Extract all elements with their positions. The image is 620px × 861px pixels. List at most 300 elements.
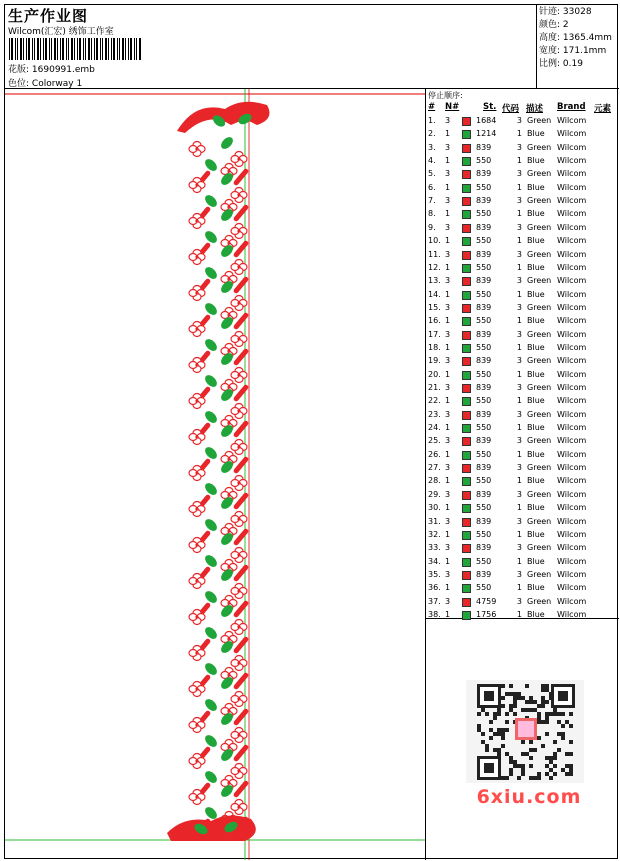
legend-idx: 19.: [428, 356, 441, 366]
qr-module: [545, 684, 549, 688]
barcode-bar: [102, 38, 103, 60]
legend-row: [426, 462, 619, 475]
legend-st: 550: [476, 316, 492, 326]
thread-swatch: [462, 544, 471, 553]
legend-st: 550: [476, 182, 492, 192]
legend-idx: 24.: [428, 423, 441, 433]
qr-module: [481, 708, 485, 712]
leaf: [203, 229, 219, 245]
thread-swatch: [462, 117, 471, 126]
qr-module: [565, 752, 569, 756]
flower-center: [195, 723, 198, 726]
legend-brand: Wilcom: [557, 476, 587, 486]
legend-code: 3: [516, 436, 522, 446]
legend-n: 3: [445, 249, 451, 259]
legend-n: 1: [445, 129, 451, 139]
legend-n: 1: [445, 476, 451, 486]
qr-module: [549, 768, 553, 772]
qr-module: [477, 724, 481, 728]
legend-brand: Wilcom: [557, 142, 587, 152]
qr-module: [565, 764, 569, 768]
qr-module: [533, 748, 537, 752]
barcode-bar: [57, 38, 58, 60]
legend-idx: 14.: [428, 289, 441, 299]
flower-center: [227, 241, 230, 244]
qr-module: [497, 748, 501, 752]
legend-desc: Green: [527, 569, 552, 579]
legend-code: 3: [516, 142, 522, 152]
barcode-bar: [94, 38, 95, 60]
legend-header: Brand: [557, 102, 586, 112]
legend-code: 3: [516, 516, 522, 526]
page-title: 生产作业图: [8, 7, 89, 25]
flower-center: [237, 481, 240, 484]
qr-module: [485, 748, 489, 752]
legend-brand: Wilcom: [557, 342, 587, 352]
flower-center: [227, 493, 230, 496]
legend-st: 550: [476, 529, 492, 539]
legend-code: 1: [516, 556, 522, 566]
legend-desc: Green: [527, 302, 552, 312]
qr-module: [529, 764, 533, 768]
legend-idx: 20.: [428, 369, 441, 379]
legend-n: 3: [445, 222, 451, 232]
flower-center: [227, 781, 230, 784]
legend-n: 1: [445, 583, 451, 593]
legend-desc: Green: [527, 596, 552, 606]
legend-code: 3: [516, 276, 522, 286]
legend-desc: Blue: [527, 369, 545, 379]
legend-code: 1: [516, 503, 522, 513]
qr-module: [537, 704, 541, 708]
leaf: [203, 265, 219, 281]
qr-module: [513, 700, 517, 704]
legend-idx: 4.: [428, 156, 436, 166]
legend-n: 1: [445, 449, 451, 459]
barcode-bar: [9, 38, 10, 60]
legend-idx: 35.: [428, 569, 441, 579]
studio-subtitle: Wilcom(汇宏) 绣饰工作室: [8, 27, 114, 37]
barcode-bar: [11, 38, 13, 60]
legend-st: 4759: [476, 596, 497, 606]
leaf: [203, 553, 219, 569]
legend-st: 839: [476, 249, 492, 259]
legend-brand: Wilcom: [557, 583, 587, 593]
legend-code: 1: [516, 129, 522, 139]
qr-module: [545, 772, 549, 776]
legend-code: 1: [516, 449, 522, 459]
qr-module: [541, 696, 545, 700]
barcode-bar: [71, 38, 73, 60]
barcode-bar: [40, 38, 41, 60]
legend-idx: 1.: [428, 116, 436, 125]
legend-brand: Wilcom: [557, 116, 587, 125]
flower-center: [195, 291, 198, 294]
legend-brand: Wilcom: [557, 543, 587, 553]
legend-desc: Blue: [527, 262, 545, 272]
legend-code: 1: [516, 289, 522, 299]
legend-desc: Blue: [527, 609, 545, 619]
legend-brand: Wilcom: [557, 182, 587, 192]
legend-desc: Green: [527, 516, 552, 526]
legend-idx: 36.: [428, 583, 441, 593]
thread-swatch: [462, 237, 471, 246]
legend-desc: Green: [527, 222, 552, 232]
legend-idx: 13.: [428, 276, 441, 286]
leaf: [203, 157, 219, 173]
legend-code: 3: [516, 383, 522, 392]
legend-code: 1: [516, 156, 522, 166]
qr-module: [501, 696, 505, 700]
legend-n: 3: [445, 276, 451, 286]
qr-module: [513, 704, 517, 708]
legend-brand: Wilcom: [557, 369, 587, 379]
legend-code: 3: [516, 116, 522, 125]
legend-code: 3: [516, 596, 522, 606]
barcode-bar: [96, 38, 98, 60]
legend-row: [426, 342, 619, 355]
qr-module: [517, 696, 521, 700]
legend-row: [426, 208, 619, 221]
legend-row: [426, 235, 619, 248]
qr-module: [569, 752, 573, 756]
qr-module: [533, 700, 537, 704]
flower-center: [227, 457, 230, 460]
legend-brand: Wilcom: [557, 329, 587, 339]
barcode-bar: [15, 38, 16, 60]
barcode-bar: [49, 38, 50, 60]
legend-idx: 32.: [428, 529, 441, 539]
qr-module: [501, 684, 505, 688]
qr-module: [545, 720, 549, 724]
qr-module: [505, 776, 509, 780]
legend-row: [426, 489, 619, 502]
legend-st: 839: [476, 436, 492, 446]
legend-n: 3: [445, 383, 451, 392]
qr-module: [509, 708, 513, 712]
barcode-bar: [122, 38, 124, 60]
legend-row: [426, 596, 619, 609]
legend-brand: Wilcom: [557, 129, 587, 139]
legend-st: 839: [476, 302, 492, 312]
leaf: [219, 135, 235, 151]
qr-module: [517, 776, 521, 780]
thread-swatch: [462, 397, 471, 406]
legend-row: [426, 395, 619, 408]
thread-swatch: [462, 611, 471, 620]
legend-row: [426, 355, 619, 368]
legend-st: 839: [476, 569, 492, 579]
barcode-bar: [66, 38, 67, 60]
flower-center: [195, 147, 198, 150]
qr-module: [493, 712, 497, 716]
legend-desc: Blue: [527, 396, 545, 406]
barcode-bar: [105, 38, 107, 60]
legend-brand: Wilcom: [557, 316, 587, 326]
flower-center: [237, 733, 240, 736]
legend-n: 1: [445, 209, 451, 219]
legend-row: [426, 249, 619, 262]
thread-swatch: [462, 437, 471, 446]
qr-module: [529, 748, 533, 752]
qr-module: [505, 720, 509, 724]
qr-module: [537, 776, 541, 780]
legend-st: 550: [476, 583, 492, 593]
flower-center: [227, 745, 230, 748]
legend-brand: Wilcom: [557, 396, 587, 406]
legend-st: 839: [476, 329, 492, 339]
qr-module: [553, 740, 557, 744]
legend-row: [426, 569, 619, 582]
legend-idx: 21.: [428, 383, 441, 392]
design-label: 花版:: [8, 65, 30, 75]
legend-idx: 30.: [428, 503, 441, 513]
qr-module: [521, 696, 525, 700]
qr-module: [569, 764, 573, 768]
legend-row: [426, 329, 619, 342]
legend-st: 839: [476, 489, 492, 499]
qr-module: [505, 752, 509, 756]
legend-row: [426, 382, 619, 395]
flower-center: [227, 565, 230, 568]
thread-swatch: [462, 598, 471, 607]
barcode-bar: [125, 38, 126, 60]
barcode-bar: [28, 38, 30, 60]
legend-row: [426, 195, 619, 208]
leaf: [203, 409, 219, 425]
qr-module: [513, 764, 517, 768]
legend-brand: Wilcom: [557, 262, 587, 272]
legend-idx: 31.: [428, 516, 441, 526]
barcode-bar: [91, 38, 92, 60]
design-info: [8, 62, 95, 75]
legend-brand: Wilcom: [557, 596, 587, 606]
legend-brand: Wilcom: [557, 249, 587, 259]
flower-center: [195, 507, 198, 510]
thread-swatch: [462, 344, 471, 353]
qr-module: [569, 740, 573, 744]
legend-header: #: [428, 102, 436, 112]
legend-row: [426, 262, 619, 275]
qr-module: [545, 764, 549, 768]
barcode-bar: [34, 38, 35, 60]
legend-st: 1214: [476, 129, 497, 139]
legend-n: 3: [445, 463, 451, 473]
qr-module: [509, 768, 513, 772]
legend-brand: Wilcom: [557, 196, 587, 206]
qr-module: [553, 712, 557, 716]
qr-module: [565, 772, 569, 776]
qr-module: [521, 740, 525, 744]
thread-swatch: [462, 464, 471, 473]
qr-module: [489, 728, 493, 732]
barcode-bar: [136, 38, 137, 60]
legend-code: 3: [516, 169, 522, 179]
qr-module: [489, 736, 493, 740]
legend-idx: 7.: [428, 196, 436, 206]
legend-idx: 16.: [428, 316, 441, 326]
legend-idx: 37.: [428, 596, 441, 606]
legend-n: 1: [445, 369, 451, 379]
thread-swatch: [462, 144, 471, 153]
flower-center: [195, 471, 198, 474]
legend-code: 3: [516, 356, 522, 366]
legend-brand: Wilcom: [557, 302, 587, 312]
leaf: [203, 517, 219, 533]
flower-center: [195, 327, 198, 330]
legend-row: [426, 475, 619, 488]
legend-brand: Wilcom: [557, 449, 587, 459]
qr-module: [509, 760, 513, 764]
legend-n: 1: [445, 556, 451, 566]
legend-desc: Green: [527, 383, 552, 392]
flower-center: [237, 553, 240, 556]
legend-row: [426, 222, 619, 235]
thread-swatch: [462, 170, 471, 179]
legend-code: 3: [516, 409, 522, 419]
qr-module: [561, 736, 565, 740]
legend-st: 839: [476, 409, 492, 419]
leaf: [203, 337, 219, 353]
barcode-bar: [130, 38, 132, 60]
thread-swatch: [462, 317, 471, 326]
qr-module: [541, 744, 545, 748]
flower-center: [227, 205, 230, 208]
legend-header: 元素: [594, 104, 612, 114]
legend-n: 1: [445, 529, 451, 539]
flower-center: [227, 421, 230, 424]
legend-st: 550: [476, 369, 492, 379]
legend-n: 1: [445, 156, 451, 166]
qr-module: [545, 712, 549, 716]
legend-idx: 29.: [428, 489, 441, 499]
legend-row: [426, 275, 619, 288]
legend-brand: Wilcom: [557, 569, 587, 579]
legend-brand: Wilcom: [557, 276, 587, 286]
qr-module: [477, 712, 481, 716]
qr-module: [521, 708, 525, 712]
barcode-bar: [100, 38, 101, 60]
legend-st: 550: [476, 262, 492, 272]
legend-n: 3: [445, 329, 451, 339]
legend-idx: 38.: [428, 609, 441, 619]
legend-code: 3: [516, 463, 522, 473]
qr-module: [529, 776, 533, 780]
barcode-bar: [20, 38, 22, 60]
legend-code: 1: [516, 342, 522, 352]
legend-n: 3: [445, 596, 451, 606]
legend-st: 550: [476, 423, 492, 433]
thread-swatch: [462, 371, 471, 380]
qr-module: [561, 768, 565, 772]
legend-n: 1: [445, 342, 451, 352]
barcode-bar: [134, 38, 135, 60]
legend-desc: Blue: [527, 556, 545, 566]
qr-module: [541, 700, 545, 704]
flower-center: [237, 661, 240, 664]
qr-module: [537, 716, 541, 720]
legend-n: 3: [445, 516, 451, 526]
flower-center: [227, 601, 230, 604]
legend-n: 3: [445, 356, 451, 366]
legend-st: 839: [476, 142, 492, 152]
barcode-bar: [77, 38, 78, 60]
qr-module: [545, 700, 549, 704]
qr-module: [549, 760, 553, 764]
legend-st: 839: [476, 222, 492, 232]
qr-module: [509, 692, 513, 696]
qr-logo-stamp: [518, 721, 534, 737]
thread-swatch: [462, 157, 471, 166]
qr-module: [561, 724, 565, 728]
legend-desc: Green: [527, 543, 552, 553]
legend-idx: 34.: [428, 556, 441, 566]
stats-panel: [537, 5, 619, 89]
qr-module: [537, 772, 541, 776]
thread-swatch: [462, 451, 471, 460]
qr-module: [521, 752, 525, 756]
legend-n: 3: [445, 196, 451, 206]
qr-module: [541, 684, 545, 688]
legend-row: [426, 315, 619, 328]
legend-st: 839: [476, 383, 492, 392]
qr-module: [493, 732, 497, 736]
qr-module: [553, 708, 557, 712]
legend-row: [426, 556, 619, 569]
legend-n: 3: [445, 116, 451, 125]
flower-center: [227, 385, 230, 388]
qr-module: [525, 684, 529, 688]
legend-desc: Blue: [527, 129, 545, 139]
legend-idx: 17.: [428, 329, 441, 339]
legend-code: 3: [516, 196, 522, 206]
legend-code: 3: [516, 569, 522, 579]
qr-module: [517, 692, 521, 696]
qr-module: [529, 740, 533, 744]
legend-idx: 33.: [428, 543, 441, 553]
barcode-bar: [139, 38, 141, 60]
legend-code: 3: [516, 302, 522, 312]
qr-module: [569, 724, 573, 728]
flower-center: [195, 183, 198, 186]
flower-center: [237, 517, 240, 520]
legend-n: 1: [445, 289, 451, 299]
watermark-site: 6xiu.com: [476, 786, 582, 808]
barcode-bar: [26, 38, 27, 60]
flower-center: [195, 759, 198, 762]
legend-idx: 28.: [428, 476, 441, 486]
legend-brand: Wilcom: [557, 383, 587, 392]
legend-row: [426, 182, 619, 195]
leaf: [203, 481, 219, 497]
qr-module: [553, 764, 557, 768]
qr-module: [505, 728, 509, 732]
legend-row: [426, 369, 619, 382]
legend-st: 550: [476, 236, 492, 246]
stitch-count: 针迹: 33028: [539, 7, 592, 17]
legend-desc: Green: [527, 276, 552, 286]
flower-center: [237, 409, 240, 412]
legend-code: 1: [516, 316, 522, 326]
qr-module: [513, 760, 517, 764]
qr-module: [545, 756, 549, 760]
legend-row: [426, 115, 619, 128]
legend-code: 1: [516, 583, 522, 593]
legend-row: [426, 302, 619, 315]
qr-module: [533, 708, 537, 712]
leaf: [203, 769, 219, 785]
legend-row: [426, 142, 619, 155]
